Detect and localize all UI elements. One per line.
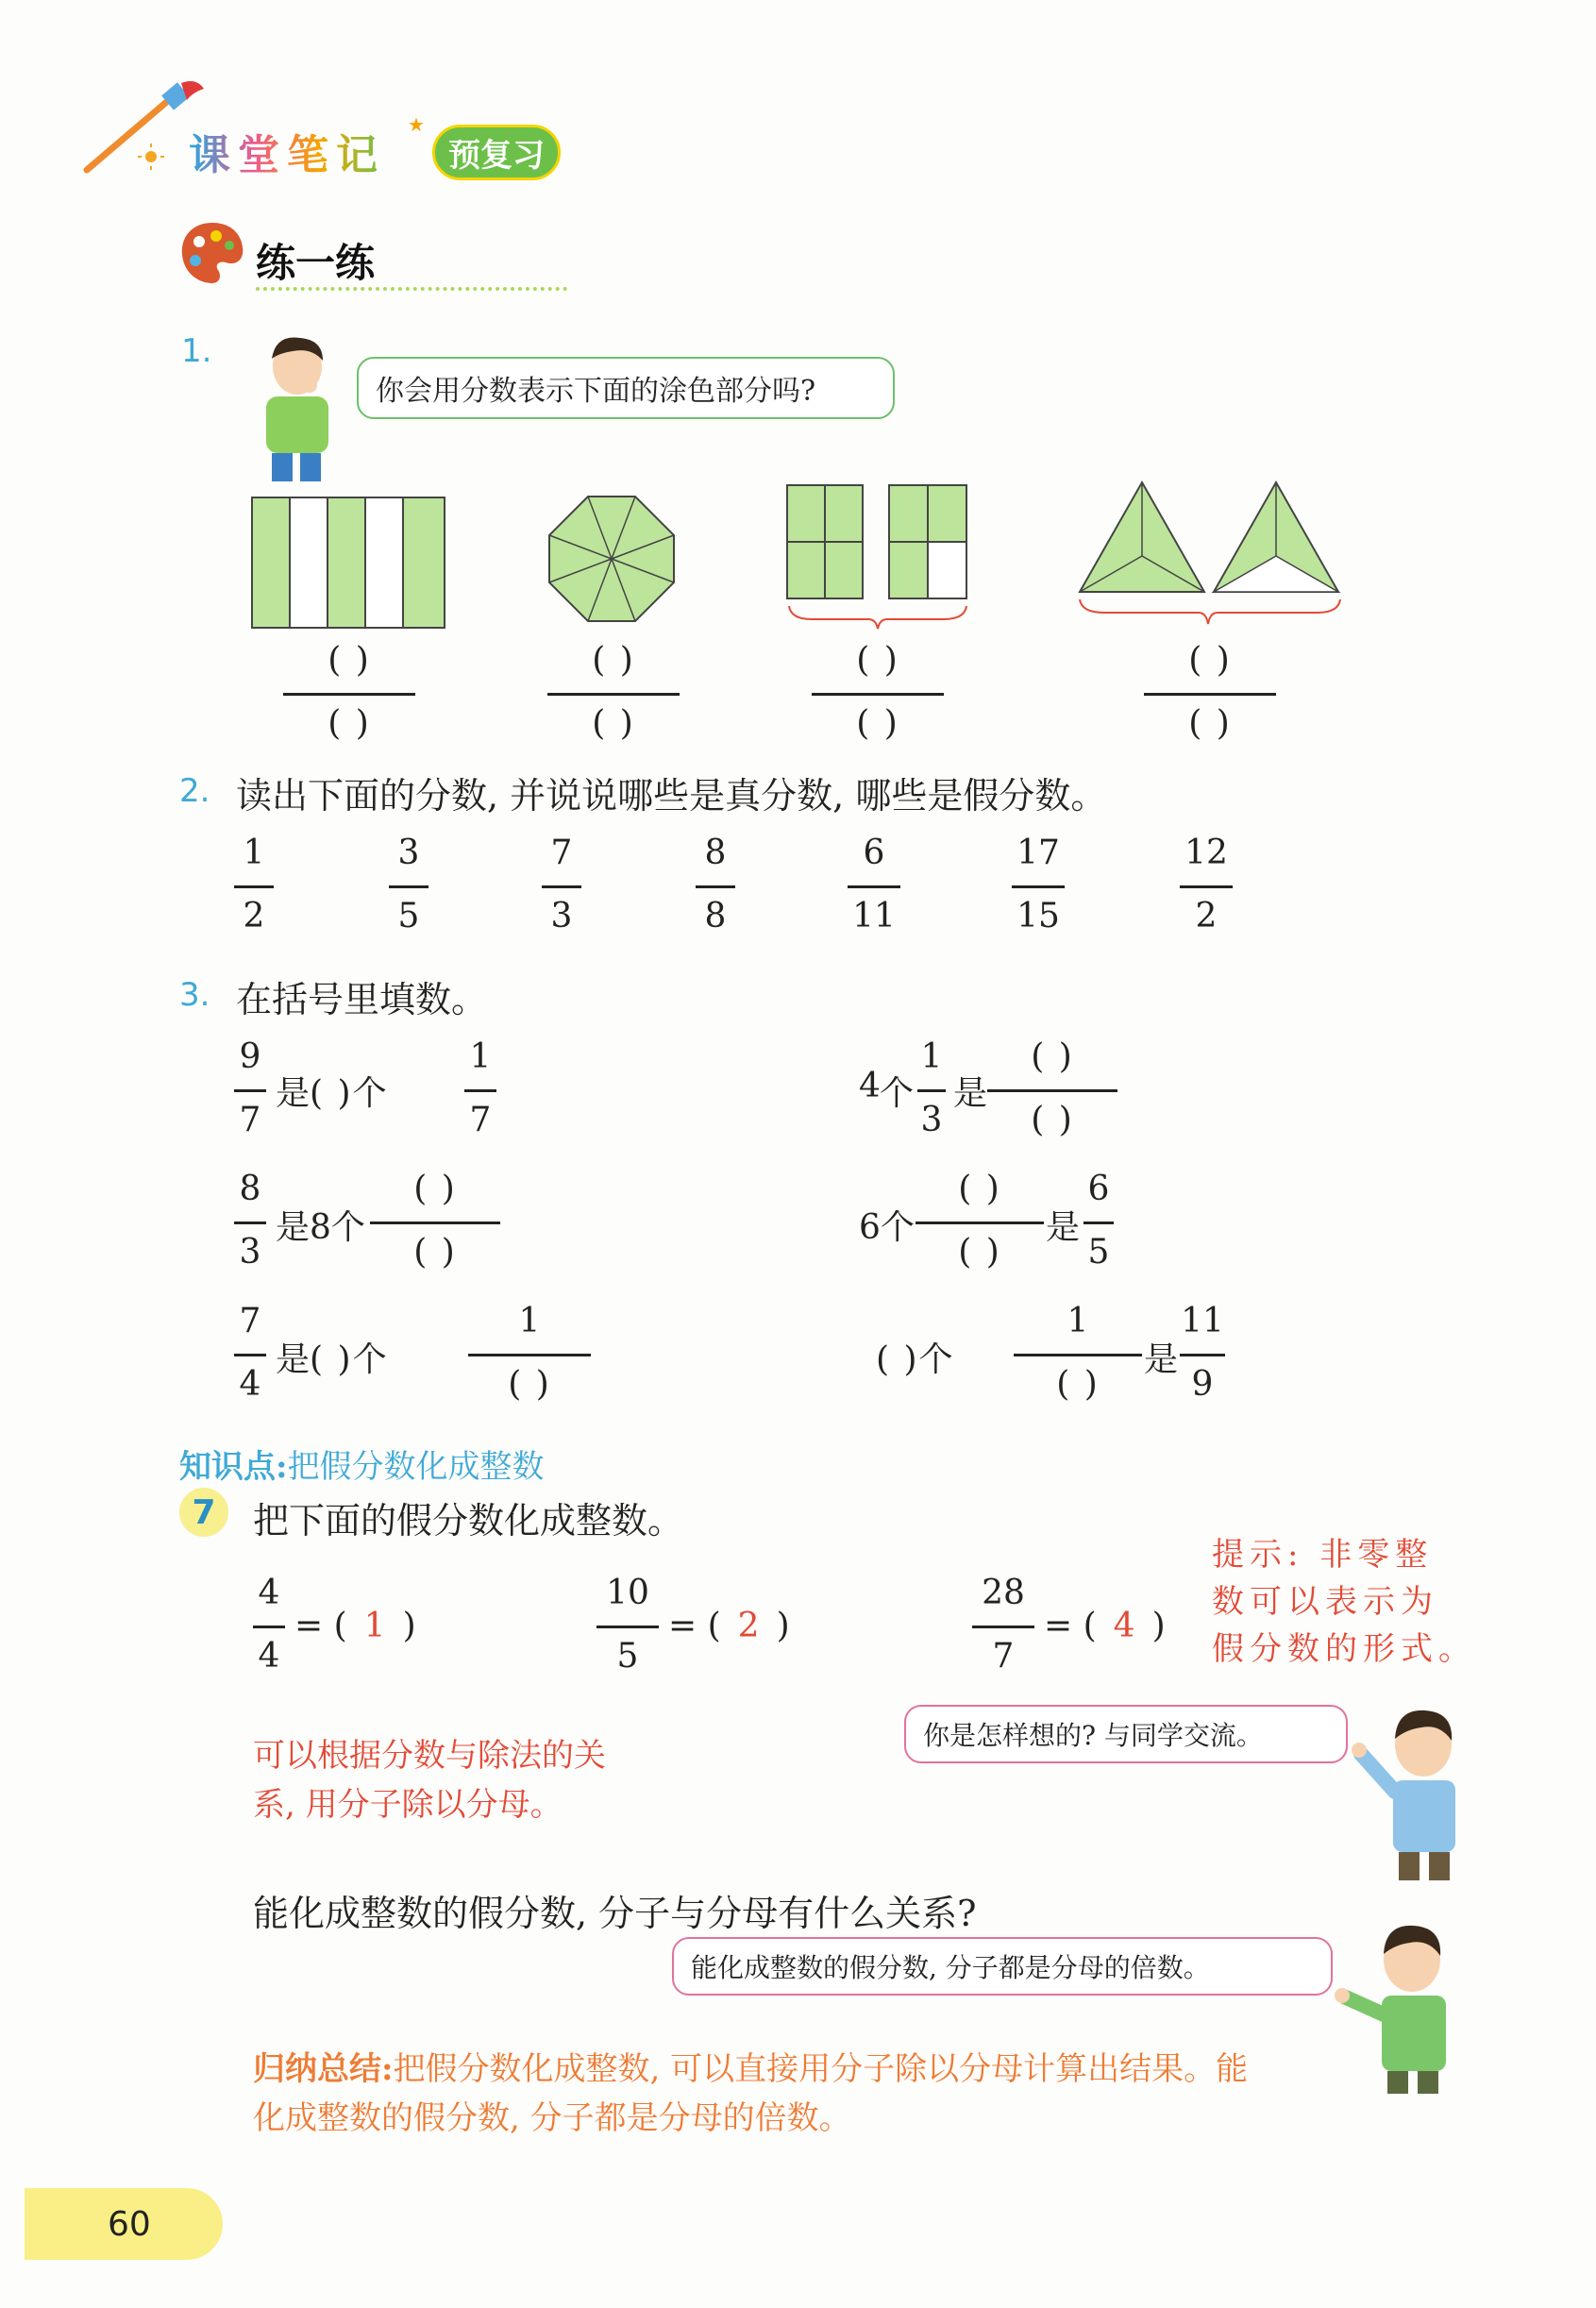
q3-r1-right-frac: 1 3 (917, 1038, 946, 1139)
q2-fraction: 1 2 (234, 834, 274, 935)
relation-question: 能化成整数的假分数, 分子与分母有什么关系? (253, 1893, 977, 1934)
header-badge: 预复习 (432, 125, 561, 180)
question-1-bubble (357, 357, 895, 419)
example-answer-2[interactable]: 2 (737, 1607, 760, 1645)
method-note: 可以根据分数与除法的关 系, 用分子除以分母。 (253, 1737, 606, 1824)
example-item-3: 28 7 (972, 1575, 1034, 1676)
q3-r1-right-ge: 个 (880, 1074, 915, 1113)
q3-r3-fraction: 7 4 (234, 1303, 266, 1404)
q3-r3-right-text: ( )个 (876, 1340, 953, 1379)
question-3-text: 在括号里填数。 (236, 979, 488, 1020)
q3-r2-fraction: 8 3 (234, 1171, 266, 1272)
question-3-number: 3. (179, 976, 210, 1014)
shape-triangles (1076, 477, 1345, 632)
q3-r1-right-answer[interactable]: ( ) ( ) (987, 1038, 1117, 1139)
q3-r1-right-shi: 是 (953, 1074, 988, 1113)
q2-fraction: 7 3 (542, 834, 581, 935)
q3-r3-right-answer[interactable]: 1 ( ) (1014, 1303, 1142, 1404)
q3-r1-fraction-b: 1 7 (464, 1038, 496, 1139)
q3-r1-fraction-a: 9 7 (234, 1038, 266, 1139)
page-number: 60 (108, 2204, 151, 2244)
q2-fraction: 8 8 (696, 834, 735, 935)
q3-r2-left-text: 是8个 (276, 1208, 365, 1247)
q3-r2-right-shi: 是 (1046, 1208, 1081, 1247)
example-text: 把下面的假分数化成整数。 (253, 1500, 684, 1541)
example-item-2: 10 5 (596, 1575, 659, 1676)
example-number-badge (179, 1488, 228, 1537)
shape-squares (783, 481, 972, 632)
q1-answer-2[interactable]: ( ) ( ) (547, 642, 680, 743)
paintbrush-icon (76, 76, 208, 179)
section-title: 练一练 (256, 240, 376, 286)
hint-box: 提示: 非零整 数可以表示为 假分数的形式。 (1212, 1536, 1476, 1668)
q2-fraction: 12 2 (1180, 834, 1233, 935)
q2-fraction: 3 5 (389, 834, 428, 935)
q1-answer-4[interactable]: ( ) ( ) (1144, 642, 1276, 743)
q1-answer-1[interactable]: ( ) ( ) (283, 642, 415, 743)
discussion-bubble: 你是怎样想的? 与同学交流。 (904, 1705, 1348, 1763)
question-1-number: 1. (181, 332, 212, 370)
summary-label: 归纳总结: (253, 2050, 394, 2088)
q3-r3-blank[interactable]: ( ) (310, 1340, 353, 1379)
shape-bars (250, 496, 446, 630)
q3-r1-left-text: 是( )个 (276, 1074, 387, 1113)
boy-pointing-illustration (1350, 1697, 1491, 1886)
header (76, 76, 604, 189)
q3-r3-left-text: 是( )个 (276, 1340, 387, 1379)
q3-r1-blank[interactable]: ( ) (310, 1074, 353, 1113)
q3-r3-left-answer[interactable]: 1 ( ) (468, 1303, 591, 1404)
question-2-number: 2. (179, 772, 210, 810)
q3-r3-right-frac: 11 9 (1181, 1302, 1224, 1404)
header-title: 课堂笔记 (189, 121, 385, 181)
star-icon: ★ (408, 113, 425, 136)
q3-r2-right-frac: 6 5 (1084, 1171, 1114, 1272)
example-item-3-eq: = ( 4 ) (1044, 1607, 1166, 1645)
palette-icon (175, 215, 250, 291)
knowledge-label: 知识点: (179, 1448, 288, 1486)
example-answer-1[interactable]: 1 (363, 1607, 386, 1645)
knowledge-point (179, 1440, 545, 1487)
shape-octagon (546, 493, 678, 625)
section-header (175, 215, 420, 300)
q3-r3-right-blank[interactable]: ( ) (876, 1340, 919, 1379)
knowledge-text: 把假分数化成整数 (287, 1448, 545, 1486)
q3-r1-right-whole: 4 (859, 1067, 881, 1105)
q3-r2-right-text: 6个 (859, 1208, 915, 1247)
example-item-1-eq: = ( 1 ) (294, 1607, 416, 1645)
example-number: 7 (192, 1492, 216, 1532)
example-item-2-eq: = ( 2 ) (668, 1607, 790, 1645)
summary: 归纳总结:把假分数化成整数, 可以直接用分子除以分母计算出结果。能 化成整数的假分数, 分子都是分母的倍数。 (253, 2050, 1249, 2137)
q3-r3-right-shi: 是 (1144, 1340, 1179, 1379)
q3-r2-right-answer[interactable]: ( ) ( ) (916, 1171, 1044, 1272)
example-answer-3[interactable]: 4 (1113, 1607, 1135, 1645)
q1-answer-3[interactable]: ( ) ( ) (812, 642, 944, 743)
example-item-1: 4 4 (253, 1575, 285, 1676)
dotted-underline (256, 287, 567, 291)
q3-r2-left-answer[interactable]: ( ) ( ) (370, 1171, 500, 1272)
boy-thinking-illustration (255, 330, 340, 491)
answer-bubble: 能化成整数的假分数, 分子都是分母的倍数。 (672, 1937, 1333, 1996)
question-1-bubble-text: 你会用分数表示下面的涂色部分吗? (376, 375, 816, 408)
page-number-tab (25, 2188, 223, 2260)
question-2-text: 读出下面的分数, 并说说哪些是真分数, 哪些是假分数。 (236, 775, 1107, 817)
q2-fraction: 6 11 (848, 834, 900, 935)
q2-fraction: 17 15 (1012, 834, 1065, 935)
